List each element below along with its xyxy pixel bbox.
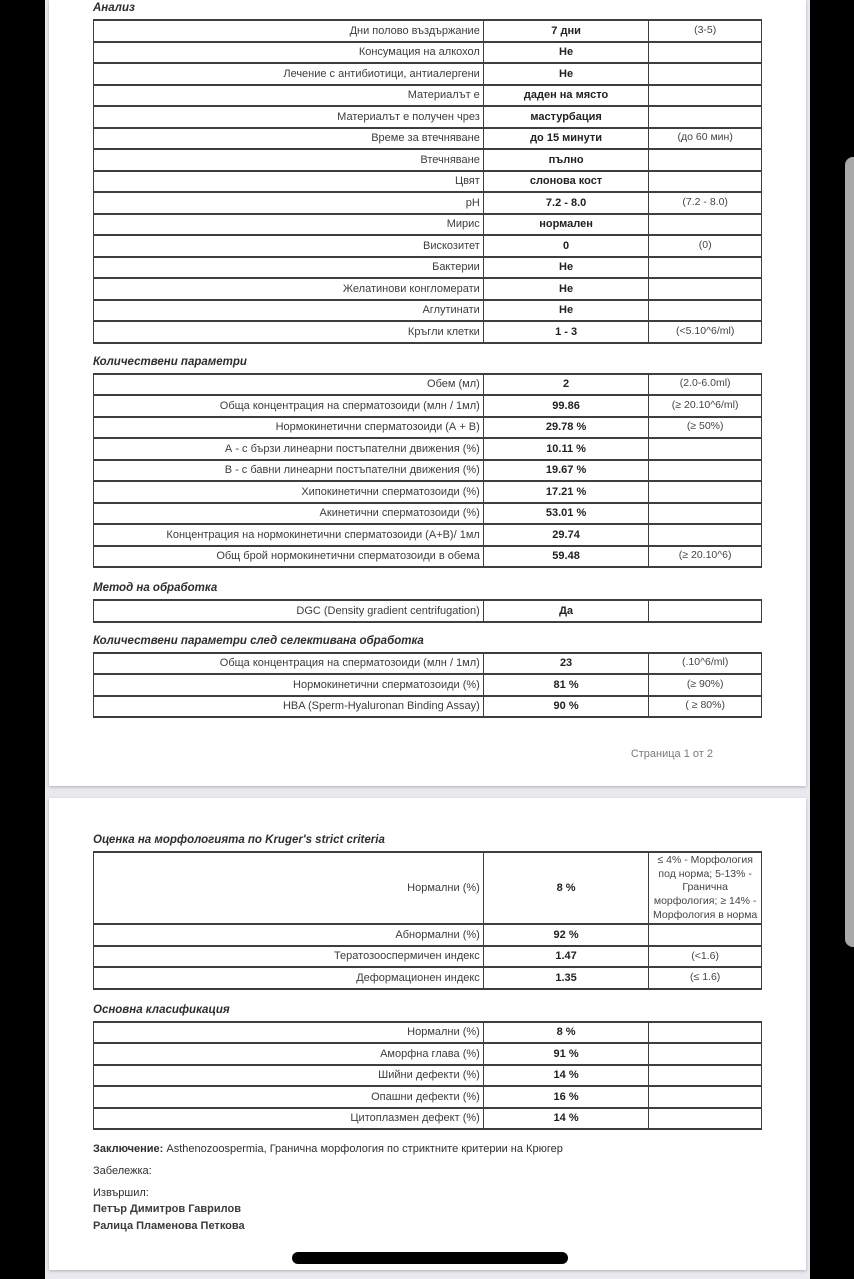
row-reference (649, 439, 761, 459)
row-label: Нормални (%) (407, 1026, 480, 1039)
table-row (94, 394, 761, 416)
row-value: Не (483, 64, 650, 84)
row-value: 0 (483, 236, 650, 256)
row-value: 59.48 (483, 547, 650, 567)
table-row (94, 277, 761, 299)
table-row (94, 523, 761, 545)
row-reference: (7.2 - 8.0) (682, 195, 728, 208)
row-label: Цвят (454, 175, 480, 188)
row-value: 17.21 % (483, 482, 650, 502)
row-reference (649, 150, 761, 170)
row-label: А - с бързи линеарни постъпателни движения (%) (224, 442, 480, 455)
row-label: Вискозитет (423, 239, 480, 252)
row-label: Шийни дефекти (%) (378, 1069, 480, 1082)
post-processing-parameters-table (93, 652, 762, 719)
row-label: Консумация на алкохол (358, 46, 480, 59)
table-row (94, 148, 761, 170)
row-value: Не (483, 279, 650, 299)
row-reference: (2.0-6.0ml) (679, 377, 731, 390)
row-label: Общ брой нормокинетични сперматозоиди в обема (216, 550, 480, 563)
row-reference (649, 301, 761, 321)
row-label: Нормални (%) (407, 882, 480, 895)
row-label: Кръгли клетки (407, 325, 480, 338)
row-reference (649, 1087, 761, 1107)
row-value: Не (483, 301, 650, 321)
row-label: Обем (мл) (427, 378, 480, 391)
table-row (94, 1085, 761, 1107)
row-label: DGC (Density gradient centrifugation) (296, 604, 480, 617)
row-reference (649, 107, 761, 127)
row-value: 29.78 % (483, 418, 650, 438)
row-reference (649, 1044, 761, 1064)
row-label: Цитоплазмен дефект (%) (350, 1112, 480, 1125)
row-reference (649, 215, 761, 235)
row-value: 14 % (483, 1109, 650, 1129)
row-value: 7.2 - 8.0 (483, 193, 650, 213)
table-row (94, 256, 761, 278)
table-row (94, 299, 761, 321)
row-reference (649, 1066, 761, 1086)
row-label: Материалът е получен чрез (337, 110, 480, 123)
row-label: Аглутинати (422, 304, 480, 317)
row-value: нормален (483, 215, 650, 235)
row-label: Опашни дефекти (%) (371, 1090, 480, 1103)
table-row (94, 416, 761, 438)
section-title-analysis: Анализ (93, 2, 135, 14)
table-row (94, 1064, 761, 1086)
table-row (94, 320, 761, 342)
table-row (94, 437, 761, 459)
table-row (94, 62, 761, 84)
table-row (94, 127, 761, 149)
row-label: Време за втечняване (371, 132, 480, 145)
table-row (94, 601, 761, 621)
adjacent-page-edge (845, 157, 854, 947)
row-reference: (<5.10^6/ml) (676, 324, 735, 337)
row-reference (649, 258, 761, 278)
page-number: Страница 1 от 2 (630, 748, 713, 760)
row-value: 16 % (483, 1087, 650, 1107)
signature-redaction-bar (292, 1252, 568, 1264)
row-label: Концентрация на нормокинетични сперматозоиди (А+В)/ 1мл (166, 528, 480, 541)
performed-by-label: Извършил: (93, 1186, 149, 1199)
table-row (94, 966, 761, 988)
conclusion-text: Asthenozoospermia, Гранична морфология по стриктните критерии на Крюгер (163, 1143, 563, 1156)
row-reference (649, 64, 761, 84)
document-page-1 (49, 0, 806, 786)
row-reference: (<1.6) (691, 949, 720, 962)
table-row (94, 545, 761, 567)
document-page-2 (49, 798, 806, 1270)
row-reference (649, 601, 761, 621)
table-row (94, 21, 761, 41)
table-row (94, 375, 761, 395)
row-label: Тератозооспермичен индекс (333, 950, 480, 963)
basic-classification-table (93, 1021, 762, 1131)
table-row (94, 945, 761, 967)
row-label: Хипокинетични сперматозоиди (%) (301, 485, 480, 498)
table-row (94, 41, 761, 63)
row-value: 1.35 (483, 968, 650, 988)
performer-name-1: Петър Димитров Гаврилов (93, 1202, 241, 1215)
row-value: 92 % (483, 925, 650, 945)
table-row (94, 654, 761, 674)
row-reference: (до 60 мин) (677, 131, 733, 144)
row-label: Аморфна глава (%) (380, 1047, 480, 1060)
section-title-basic-classification: Основна класификация (93, 1003, 230, 1016)
row-label: В - с бавни линеарни постъпателни движения (%) (224, 464, 480, 477)
row-value: Не (483, 258, 650, 278)
row-label: Деформационен индекс (356, 971, 480, 984)
row-reference: (3-5) (694, 23, 717, 36)
row-reference (649, 1109, 761, 1129)
row-value: 8 % (483, 853, 650, 923)
row-reference (649, 925, 761, 945)
row-label: Обща концентрация на сперматозоиди (млн / 1мл) (219, 657, 480, 670)
row-value: 10.11 % (483, 439, 650, 459)
row-label: pH (465, 196, 480, 209)
note-label: Забележка: (93, 1165, 152, 1178)
section-title-kruger-morphology: Оценка на морфологията по Kruger's strict criteria (93, 834, 385, 846)
table-row (94, 673, 761, 695)
row-reference (649, 461, 761, 481)
table-row (94, 1023, 761, 1043)
row-reference: (≤ 1.6) (690, 971, 721, 984)
row-value: 1 - 3 (483, 322, 650, 342)
row-label: Мирис (446, 218, 480, 231)
row-label: Материалът е (407, 89, 480, 102)
row-value: 91 % (483, 1044, 650, 1064)
table-row (94, 170, 761, 192)
row-label: Втечняване (420, 153, 480, 166)
row-reference: ≤ 4% - Морфология под норма; 5-13% - Гранична морфология; ≥ 14% - Морфология в норма (653, 854, 758, 921)
row-value: 7 дни (483, 21, 650, 41)
letterbox-left (0, 0, 45, 1279)
table-row (94, 84, 761, 106)
table-row (94, 695, 761, 717)
table-row (94, 234, 761, 256)
row-value: 19.67 % (483, 461, 650, 481)
row-value: до 15 минути (483, 129, 650, 149)
row-reference (649, 172, 761, 192)
row-reference (649, 1023, 761, 1043)
table-row (94, 1042, 761, 1064)
row-reference (649, 43, 761, 63)
row-value: 29.74 (483, 525, 650, 545)
row-label: HBA (Sperm-Hyaluronan Binding Assay) (282, 700, 480, 713)
conclusion-label: Заключение: (93, 1143, 164, 1156)
row-reference: (≥ 20.10^6) (678, 549, 732, 562)
row-label: Акинетични сперматозоиди (%) (319, 507, 480, 520)
row-value: 8 % (483, 1023, 650, 1043)
table-row (94, 502, 761, 524)
table-row (94, 480, 761, 502)
row-value: 1.47 (483, 947, 650, 967)
row-label: Желатинови конгломерати (342, 282, 480, 295)
table-row (94, 213, 761, 235)
row-value: даден на място (483, 86, 650, 106)
row-value: 14 % (483, 1066, 650, 1086)
row-reference: (0) (698, 238, 712, 251)
table-row (94, 191, 761, 213)
processing-method-table (93, 599, 762, 623)
row-value: пълно (483, 150, 650, 170)
analysis-table (93, 19, 762, 344)
performer-name-2: Ралица Пламенова Петкова (93, 1219, 245, 1232)
row-reference (649, 482, 761, 502)
row-reference: (≥ 90%) (686, 677, 724, 690)
row-label: Нормокинетични сперматозоиди (%) (293, 678, 480, 691)
row-reference (649, 525, 761, 545)
row-label: Нормокинетични сперматозоиди (А + В) (275, 421, 480, 434)
row-value: слонова кост (483, 172, 650, 192)
table-row (94, 923, 761, 945)
row-label: Дни полово въздържание (349, 24, 480, 37)
row-label: Абнормални (%) (395, 928, 480, 941)
table-row (94, 853, 761, 923)
section-title-post-processing: Количествени параметри след селективана обработка (93, 634, 424, 647)
row-value: мастурбация (483, 107, 650, 127)
row-reference: (≥ 20.10^6/ml) (671, 398, 739, 411)
table-row (94, 105, 761, 127)
row-reference: (≥ 50%) (686, 420, 724, 433)
row-value: 90 % (483, 697, 650, 717)
row-reference (649, 504, 761, 524)
row-reference: (.10^6/ml) (681, 656, 729, 669)
table-row (94, 459, 761, 481)
table-row (94, 1107, 761, 1129)
row-value: 81 % (483, 675, 650, 695)
quantitative-parameters-table (93, 373, 762, 569)
row-reference (649, 86, 761, 106)
row-reference (649, 279, 761, 299)
section-title-quantitative: Количествени параметри (93, 355, 247, 368)
row-value: 53.01 % (483, 504, 650, 524)
row-value: 2 (483, 375, 650, 395)
row-reference: ( ≥ 80%) (685, 699, 725, 712)
section-title-processing-method: Метод на обработка (93, 582, 218, 594)
row-value: 23 (483, 654, 650, 674)
row-label: Обща концентрация на сперматозоиди (млн / 1мл) (219, 399, 480, 412)
row-value: 99.86 (483, 396, 650, 416)
conclusion-line (93, 1142, 762, 1157)
row-label: Бактерии (432, 261, 480, 274)
row-value: Не (483, 43, 650, 63)
row-label: Лечение с антибиотици, антиалергени (283, 67, 480, 80)
row-value: Да (483, 601, 650, 621)
kruger-morphology-table (93, 851, 762, 990)
document-viewer (45, 0, 810, 1279)
